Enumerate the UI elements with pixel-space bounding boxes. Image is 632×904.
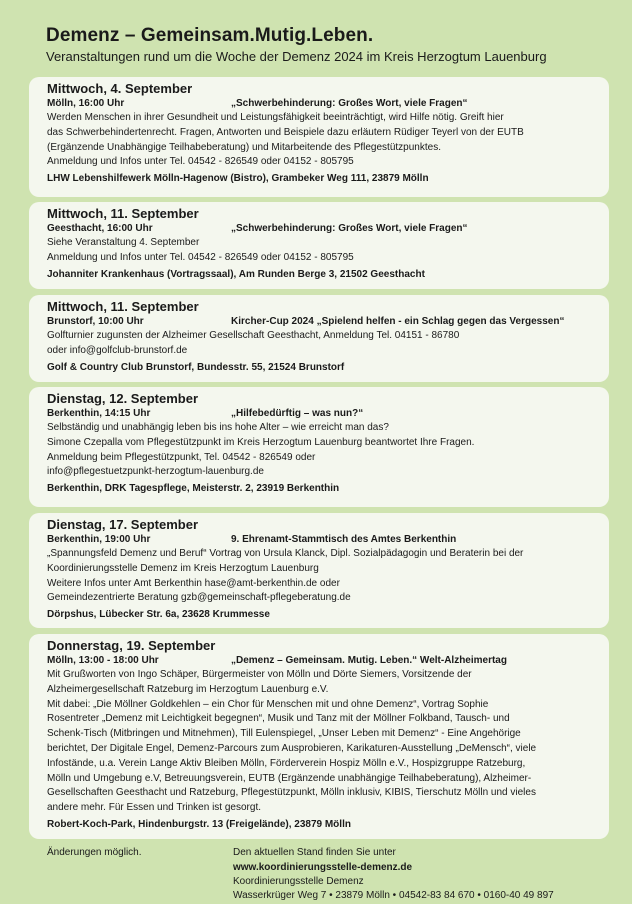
event-title: 9. Ehrenamt-Stammtisch des Amtes Berkenthin: [231, 534, 457, 545]
event-text-line: Rosentreter „Demenz mit Leichtigkeit begegnen“, Musik und Tanz mit der Möllner Folkband, Tausch- und: [47, 713, 510, 725]
event-text-line: Alzheimergesellschaft Ratzeburg im Herzogtum Lauenburg e.V.: [47, 683, 329, 695]
event-header: [47, 654, 599, 668]
event-text-line: „Spannungsfeld Demenz und Beruf“ Vortrag von Ursula Klanck, Dipl. Sozialpädagogin und Beraterin bei der: [47, 548, 524, 559]
event-place-time: Geesthacht, 16:00 Uhr: [47, 223, 153, 234]
event-text-line: das Schwerbehindertenrecht. Fragen, Antworten und Beispiele dazu erläutern Rüdiger Teyerl von der EUTB: [47, 126, 524, 138]
event-location: Golf & Country Club Brunstorf, Bundesstr. 55, 21524 Brunstorf: [47, 361, 345, 373]
contact-address: Wasserkrüger Weg 7 • 23879 Mölln • 04542-83 84 670 • 0160-40 49 897: [233, 890, 554, 901]
event-title: „Schwerbehinderung: Großes Wort, viele Fragen“: [231, 223, 468, 234]
event-card: [29, 295, 609, 382]
event-header: [47, 407, 599, 421]
event-text-line: Mit Grußworten von Ingo Schäper, Bürgermeister von Mölln und Dörte Siemers, Vorsitzende der: [47, 669, 472, 680]
org-name: Koordinierungsstelle Demenz: [233, 876, 364, 887]
event-text-line: Weitere Infos unter Amt Berkenthin hase@amt-berkenthin.de oder: [47, 577, 340, 589]
event-date: Mittwoch, 11. September: [47, 299, 199, 314]
event-text-line: (Ergänzende Unabhängige Teilhabeberatung) und Mitarbeitende des Pflegestützpunktes.: [47, 141, 441, 153]
event-header: [47, 533, 599, 547]
event-text-line: Werden Menschen in ihrer Gesundheit und Leistungsfähigkeit beeinträchtigt, wird Hilfe nötig. Greift hier: [47, 112, 504, 123]
event-place-time: Mölln, 13:00 - 18:00 Uhr: [47, 655, 159, 666]
event-place-time: Berkenthin, 19:00 Uhr: [47, 534, 151, 545]
event-text-line: Siehe Veranstaltung 4. September: [47, 237, 200, 248]
event-header: [47, 97, 599, 111]
event-date: Dienstag, 17. September: [47, 517, 198, 532]
event-card: [29, 387, 609, 507]
event-text-line: Anmeldung und Infos unter Tel. 04542 - 826549 oder 04152 - 805795: [47, 156, 354, 168]
event-location: Dörpshus, Lübecker Str. 6a, 23628 Krummesse: [47, 609, 270, 621]
event-text-line: Anmeldung beim Pflegestützpunkt, Tel. 04542 - 826549 oder: [47, 451, 316, 463]
event-text-line: oder info@golfclub-brunstorf.de: [47, 344, 188, 356]
event-text-line: Golfturnier zugunsten der Alzheimer Gesellschaft Geesthacht, Anmeldung Tel. 04151 - 86780: [47, 330, 460, 341]
event-location: Johanniter Krankenhaus (Vortragssaal), Am Runden Berge 3, 21502 Geesthacht: [47, 268, 425, 280]
event-location: LHW Lebenshilfewerk Mölln-Hagenow (Bistro), Grambeker Weg 111, 23879 Mölln: [47, 173, 429, 185]
website-link[interactable]: www.koordinierungsstelle-demenz.de: [233, 862, 413, 873]
event-text-line: Mit dabei: „Die Möllner Goldkehlen – ein Chor für Menschen mit und ohne Demenz“, Vortrag Sophie: [47, 698, 489, 710]
event-date: Donnerstag, 19. September: [47, 638, 216, 653]
event-text-line: andere mehr. Für Essen und Trinken ist gesorgt.: [47, 802, 261, 814]
event-text-line: info@pflegestuetzpunkt-herzogtum-lauenburg.de: [47, 466, 264, 478]
page-subtitle: Veranstaltungen rund um die Woche der Demenz 2024 im Kreis Herzogtum Lauenburg: [46, 49, 547, 64]
event-title: Kircher-Cup 2024 „Spielend helfen - ein Schlag gegen das Vergessen“: [231, 316, 565, 327]
event-text-line: Koordinierungsstelle Demenz im Kreis Herzogtum Lauenburg: [47, 562, 319, 574]
event-place-time: Mölln, 16:00 Uhr: [47, 98, 125, 109]
event-text-line: Anmeldung und Infos unter Tel. 04542 - 826549 oder 04152 - 805795: [47, 251, 354, 263]
event-title: „Hilfebedürftig – was nun?“: [231, 408, 364, 419]
event-location: Robert-Koch-Park, Hindenburgstr. 13 (Freigelände), 23879 Mölln: [47, 818, 351, 830]
event-place-time: Brunstorf, 10:00 Uhr: [47, 316, 144, 327]
event-text-line: Gemeindezentrierte Beratung gzb@gemeinschaft-pflegeberatung.de: [47, 592, 351, 604]
event-title: „Demenz – Gemeinsam. Mutig. Leben.“ Welt-Alzheimertag: [231, 655, 507, 666]
event-date: Dienstag, 12. September: [47, 391, 198, 406]
event-text-line: berichtet, Der Digitale Engel, Demenz-Parcours zum Ausprobieren, Karikaturen-Ausstellung „DeMensch“, viele: [47, 742, 537, 754]
event-date: Mittwoch, 4. September: [47, 81, 193, 96]
page-title: Demenz – Gemeinsam.Mutig.Leben.: [46, 25, 374, 46]
event-header: [47, 222, 599, 236]
event-card: [29, 77, 609, 197]
event-text-line: Schenk-Tisch (Mitbringen und Mitnehmen), Till Eulenspiegel, „Unser Leben mit Demenz“ - Eine Angehörige: [47, 728, 521, 740]
event-header: [47, 315, 599, 329]
event-card: [29, 513, 609, 628]
event-card: [29, 202, 609, 289]
changes-note: Änderungen möglich.: [47, 847, 142, 858]
event-text-line: Simone Czepalla vom Pflegestützpunkt im Kreis Herzogtum Lauenburg beantwortet Ihre Fragen.: [47, 436, 475, 448]
event-title: „Schwerbehinderung: Großes Wort, viele Fragen“: [231, 98, 468, 109]
event-text-line: Infostände, u.a. Verein Lange Aktiv Bleiben Mölln, Förderverein Hospiz Mölln e.V., Hospizgruppe Ratzeburg,: [47, 757, 526, 769]
event-place-time: Berkenthin, 14:15 Uhr: [47, 408, 151, 419]
event-text-line: Selbständig und unabhängig leben bis ins hohe Alter – wie erreicht man das?: [47, 422, 389, 433]
event-text-line: Gesellschaften Geesthacht und Ratzeburg, Pflegestützpunkt, Mölln inklusiv, KIBIS, Tierschutz Mölln und vieles: [47, 787, 536, 799]
event-card: [29, 634, 609, 839]
stand-text: Den aktuellen Stand finden Sie unter: [233, 847, 396, 858]
event-date: Mittwoch, 11. September: [47, 206, 199, 221]
event-location: Berkenthin, DRK Tagespflege, Meisterstr. 2, 23919 Berkenthin: [47, 483, 340, 495]
event-text-line: Mölln und Umgebung e.V, Betreuungsverein, EUTB (Ergänzende unabhängige Teilhabeberatung), Alzheimer-: [47, 772, 532, 784]
